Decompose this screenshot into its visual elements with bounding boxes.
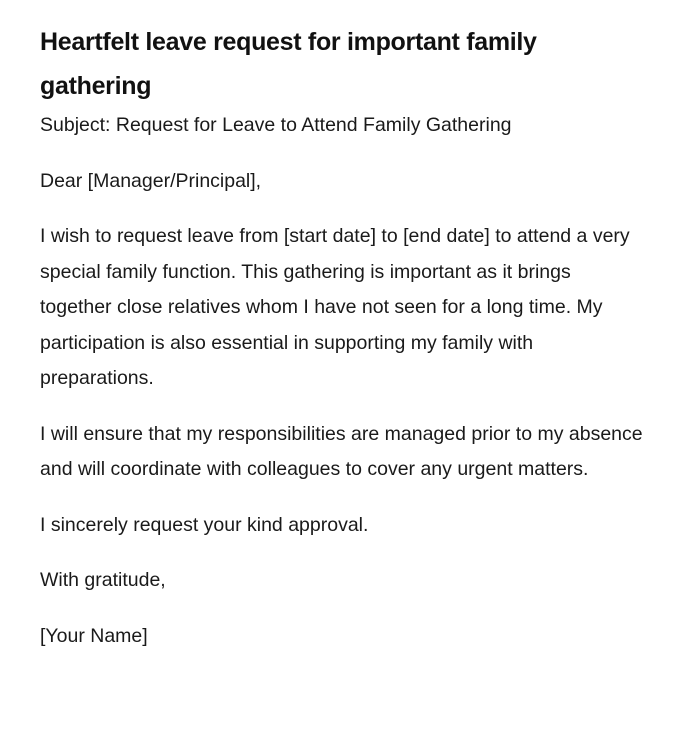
body-paragraph: I will ensure that my responsibilities are managed prior to my absence and will coordinate with colleagues to cover any urgent matters. — [40, 422, 643, 480]
page-title: Heartfelt leave request for important family gathering — [40, 28, 537, 100]
body-paragraph: I sincerely request your kind approval. — [40, 513, 369, 536]
signature: [Your Name] — [40, 624, 148, 647]
subject-line: Subject: Request for Leave to Attend Family Gathering — [40, 114, 512, 136]
salutation: Dear [Manager/Principal], — [40, 169, 262, 192]
body-paragraph: I wish to request leave from [start date] to [end date] to attend a very special family function. This gathering is important as it brings together close relatives whom I have not seen for a long time. My participation is also essential in supporting my family with preparations. — [40, 225, 630, 389]
closing: With gratitude, — [40, 569, 166, 591]
